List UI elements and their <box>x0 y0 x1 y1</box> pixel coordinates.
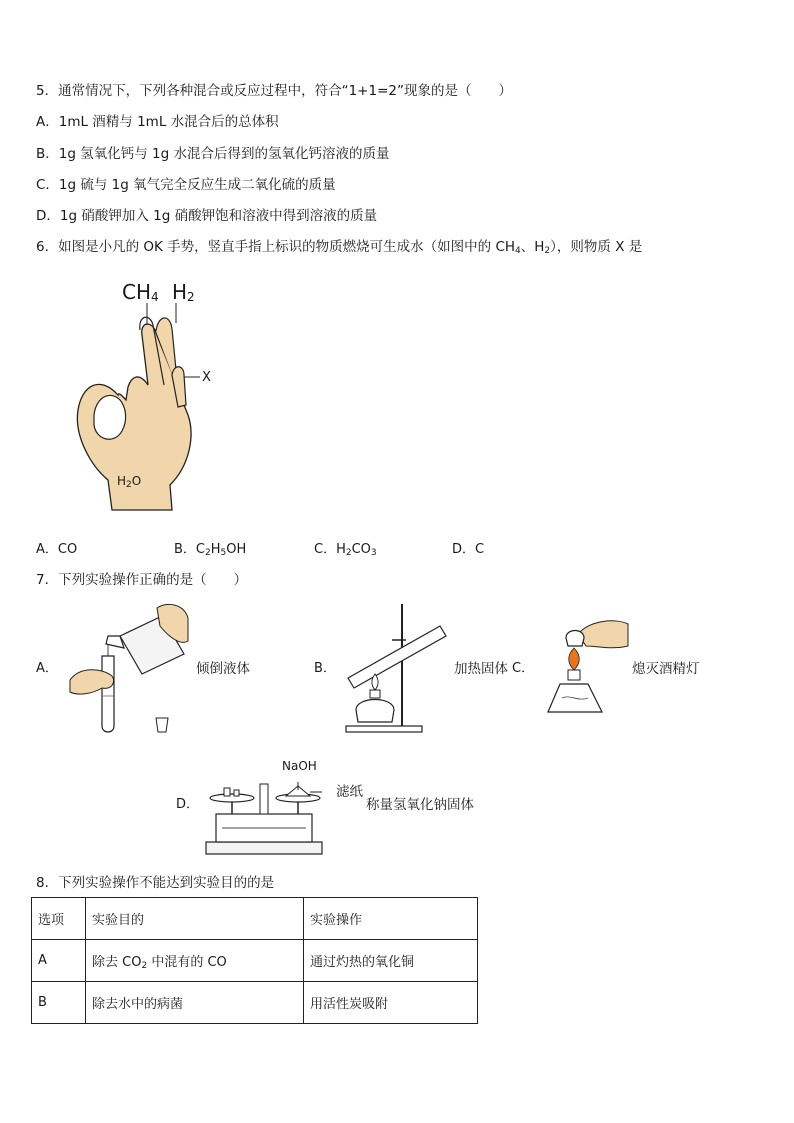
header-option: 选项 <box>32 898 86 940</box>
header-goal: 实验目的 <box>86 898 304 940</box>
ch4-label: $CH_4$ <box>122 280 159 304</box>
table-row <box>32 982 478 1024</box>
ok-hand-figure <box>60 275 240 515</box>
q7-d-letter: D． <box>176 797 200 812</box>
q6-option-d: D．C <box>452 542 485 557</box>
q6-option-a: A．CO <box>36 542 78 557</box>
filter-paper-label: 滤纸 <box>336 784 363 800</box>
q5-stem: 5．通常情况下，下列各种混合或反应过程中，符合“1+1=2”现象的是（ ） <box>36 83 512 99</box>
row-goal: 除去 $CO_2$ 中混有的 CO <box>86 940 304 982</box>
ok-hand-drawing <box>60 275 240 515</box>
balance-figure <box>202 768 328 860</box>
table-header-row <box>32 898 478 940</box>
q7-d-text: 称量氢氧化钠固体 <box>366 797 474 813</box>
q6-stem: 6．如图是小凡的 OK 手势，竖直手指上标识的物质燃烧可生成水（如图中的 $CH_4$、$H_2$），则物质 X 是 <box>36 239 643 256</box>
q6-option-c: C．$H_2CO_3$ <box>314 542 377 558</box>
q7-c-text: 熄灭酒精灯 <box>632 661 700 677</box>
naoh-label: NaOH <box>282 759 317 773</box>
row-option: B <box>32 982 86 1024</box>
q5-option-d: D．1g 硝酸钾加入 1g 硝酸钾饱和溶液中得到溶液的质量 <box>36 208 378 224</box>
q7-a-text: 倾倒液体 <box>196 661 250 677</box>
row-goal: 除去水中的病菌 <box>86 982 304 1024</box>
q5-option-c: C．1g 硫与 1g 氧气完全反应生成二氧化硫的质量 <box>36 177 336 193</box>
row-option: A <box>32 940 86 982</box>
q7-a-letter: A． <box>36 661 58 676</box>
q7-b-text: 加热固体 <box>454 661 508 677</box>
h2-label: $H_2$ <box>172 280 195 304</box>
h2o-label: $H_2O$ <box>117 474 142 490</box>
x-label: X <box>202 370 211 385</box>
pour-liquid-figure <box>62 596 192 736</box>
q7-c-letter: C． <box>512 661 535 676</box>
table-row <box>32 940 478 982</box>
q5-option-a: A．1mL 酒精与 1mL 水混合后的总体积 <box>36 114 279 130</box>
extinguish-lamp-figure <box>538 612 632 724</box>
experiment-table <box>31 897 478 1024</box>
row-operation: 通过灼热的氧化铜 <box>304 940 478 982</box>
q6-option-b: B．$C_2H_5OH$ <box>174 542 247 558</box>
q8-stem: 8．下列实验操作不能达到实验目的的是 <box>36 875 275 891</box>
heat-solid-figure <box>336 600 454 736</box>
q7-stem: 7．下列实验操作正确的是（ ） <box>36 572 248 588</box>
q5-option-b: B．1g 氢氧化钙与 1g 水混合后得到的氢氧化钙溶液的质量 <box>36 146 390 162</box>
header-operation: 实验操作 <box>304 898 478 940</box>
q7-b-letter: B． <box>314 661 336 676</box>
row-operation: 用活性炭吸附 <box>304 982 478 1024</box>
